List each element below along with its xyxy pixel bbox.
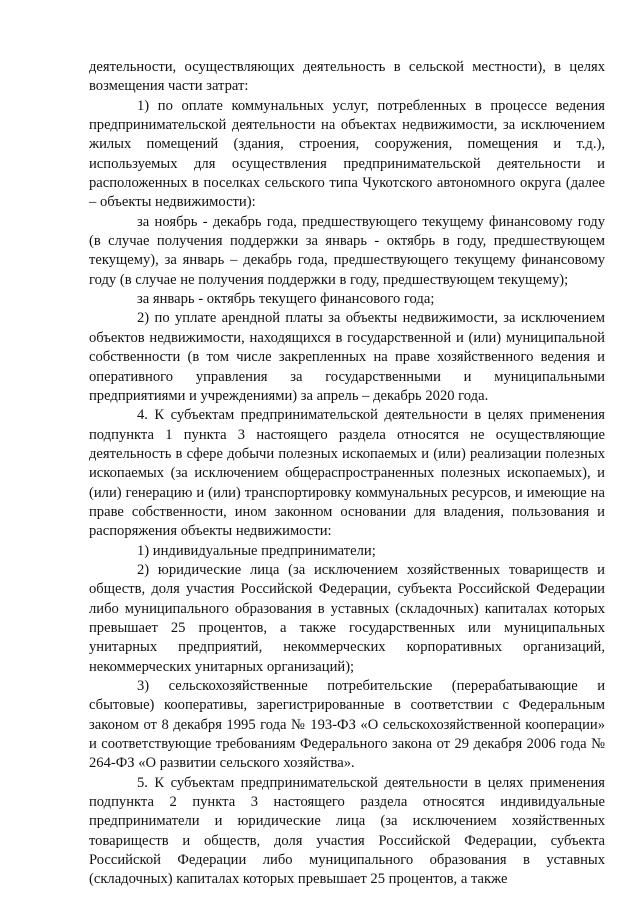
paragraph-section-4-item-2: 2) юридические лица (за исключением хозяйственных товариществ и обществ, доля участия Российской Федерации, субъекта Российской Федерации либо муниципального образования в уставных (складочных) капиталах которых превышает 25 процентов, а также государственных или муниципальных унитарных предприятий, некоммерческих корпоративных организаций, некоммерческих унитарных организаций);	[89, 561, 605, 675]
paragraph-item-1-utilities: 1) по оплате коммунальных услуг, потребленных в процессе ведения предпринимательской деятельности на объектах недвижимости, за исключением жилых помещений (здания, строения, сооружения, помещения и т.д.), используемых для осуществления предпринимательской деятельности и расположенных в поселках сельского типа Чукотского автономного округа (далее – объекты недвижимости):	[89, 97, 605, 211]
paragraph-section-4-item-3: 3) сельскохозяйственные потребительские (перерабатывающие и сбытовые) кооперативы, зарегистрированные в соответствии с Федеральным законом от 8 декабря 1995 года № 193-ФЗ «О сельскохозяйственной кооперации» и соответствующие требованиям Федерального закона от 29 декабря 2006 года № 264-ФЗ «О развитии сельского хозяйства».	[89, 678, 605, 772]
paragraph-period-january-october: за январь - октябрь текущего финансового года;	[137, 291, 435, 308]
document-page	[89, 58, 605, 890]
paragraph-section-4: 4. К субъектам предпринимательской деятельности в целях применения подпункта 1 пункта 3 настоящего раздела относятся не осуществляющие деятельность в сфере добычи полезных ископаемых и (или) реализации полезных ископаемых (за исключением общераспространенных полезных ископаемых), и (или) генерацию и (или) транспортировку коммунальных ресурсов, и имеющие на праве собственности, ином законном основании для владения, пользования и распоряжения объекты недвижимости:	[89, 407, 605, 540]
paragraph-section-4-item-1: 1) индивидуальные предприниматели;	[137, 542, 376, 559]
paragraph-item-2-rent: 2) по уплате арендной платы за объекты недвижимости, за исключением объектов недвижимости, находящихся в государственной и (или) муниципальной собственности (в том числе закрепленных на праве хозяйственного ведения и оперативного управления за государственными и муниципальными предприятиями и учреждениями) за апрель – декабрь 2020 года.	[89, 310, 605, 404]
paragraph-section-5: 5. К субъектам предпринимательской деятельности в целях применения подпункта 2 пункта 3 настоящего раздела относятся индивидуальные предприниматели и юридические лица (за исключением хозяйственных товариществ и обществ, доля участия Российской Федерации, субъекта Российской Федерации либо муниципального образования в уставных (складочных) капиталах которых превышает 25 процентов, а также	[89, 774, 605, 888]
paragraph-period-november-december: за ноябрь - декабрь года, предшествующего текущему финансовому году (в случае получения поддержки за январь - октябрь в году, предшествующем текущему), за январь – декабрь года, предшествующего текущему финансовому году (в случае не получения поддержки в году, предшествующем текущему);	[89, 213, 605, 288]
paragraph-continuation: деятельности, осуществляющих деятельность в сельской местности), в целях возмещения части затрат:	[89, 59, 605, 95]
